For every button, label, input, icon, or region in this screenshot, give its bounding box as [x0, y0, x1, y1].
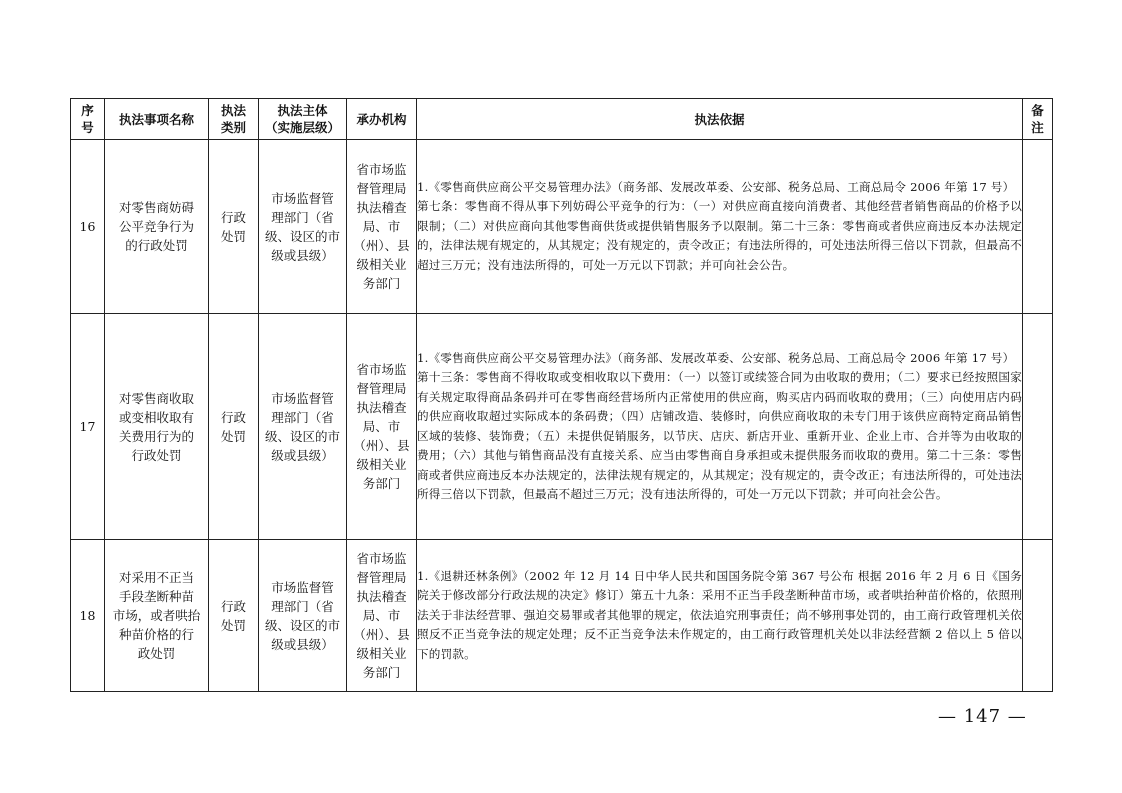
header-seq: 序 号: [71, 99, 105, 140]
table-row: [71, 140, 1053, 314]
header-category: 执法 类别: [209, 99, 259, 140]
row-seq: 16: [71, 140, 105, 314]
row-remark: [1023, 540, 1053, 692]
header-agency: 承办机构: [347, 99, 417, 140]
row-seq: 17: [71, 314, 105, 540]
enforcement-table: [70, 98, 1053, 692]
row-item-name: 对零售商妨碍 公平竞争行为 的行政处罚: [105, 140, 209, 314]
row-basis: 1.《退耕还林条例》（2002 年 12 月 14 日中华人民共和国国务院令第 367 号公布 根据 2016 年 2 月 6 日《国务院关于修改部分行政法规的决定》修订）第五十九条：采用不正当手段垄断种苗市场，或者哄抬种苗价格的，依照刑法关于非法经营罪、强迫交易罪或者其他罪的规定，依法追究刑事责任；尚不够刑事处罚的，由工商行政管理机关依照反不正当竞争法的规定处理；反不正当竞争法未作规定的，由工商行政管理机关处以非法经营额 2 倍以上 5 倍以下的罚款。: [417, 540, 1023, 692]
row-agency: 省市场监 督管理局 执法稽查 局、市 （州）、县 级相关业 务部门: [347, 140, 417, 314]
table-row: [71, 540, 1053, 692]
row-category: 行政 处罚: [209, 140, 259, 314]
header-subject: 执法主体 （实施层级）: [259, 99, 347, 140]
header-remark: 备 注: [1023, 99, 1053, 140]
row-subject: 市场监督管 理部门（省 级、设区的市 级或县级）: [259, 314, 347, 540]
row-basis: 1.《零售商供应商公平交易管理办法》（商务部、发展改革委、公安部、税务总局、工商总局令 2006 年第 17 号） 第七条：零售商不得从事下列妨碍公平竞争的行为：（一）对供应商直接向消费者、其他经营者销售商品的价格予以限制；（二）对供应商向其他零售商供货或提供销售服务予以限制。第二十三条：零售商或者供应商违反本办法规定的，法律法规有规定的，从其规定；没有规定的，责令改正；有违法所得的，可处违法所得三倍以下罚款，但最高不超过三万元；没有违法所得的，可处一万元以下罚款；并可向社会公告。: [417, 140, 1023, 314]
row-remark: [1023, 140, 1053, 314]
row-category: 行政 处罚: [209, 540, 259, 692]
row-subject: 市场监督管 理部门（省 级、设区的市 级或县级）: [259, 140, 347, 314]
page-number: — 147 —: [938, 706, 1027, 727]
header-basis: 执法依据: [417, 99, 1023, 140]
header-row: [71, 99, 1053, 140]
row-item-name: 对采用不正当 手段垄断种苗 市场，或者哄抬 种苗价格的行 政处罚: [105, 540, 209, 692]
row-agency: 省市场监 督管理局 执法稽查 局、市 （州）、县 级相关业 务部门: [347, 314, 417, 540]
row-seq: 18: [71, 540, 105, 692]
row-category: 行政 处罚: [209, 314, 259, 540]
row-remark: [1023, 314, 1053, 540]
row-basis: 1.《零售商供应商公平交易管理办法》（商务部、发展改革委、公安部、税务总局、工商总局令 2006 年第 17 号） 第十三条：零售商不得收取或变相收取以下费用：（一）以签订或续签合同为由收取的费用；（二）要求已经按照国家有关规定取得商品条码并可在零售商经营场所内正常使用的供应商，购买店内码而收取的费用；（三）向使用店内码的供应商收取超过实际成本的条码费；（四）店铺改造、装修时，向供应商收取的未专门用于该供应商特定商品销售区域的装修、装饰费；（五）未提供促销服务，以节庆、店庆、新店开业、重新开业、企业上市、合并等为由收取的费用；（六）其他与销售商品没有直接关系、应当由零售商自身承担或未提供服务而收取的费用。第二十三条：零售商或者供应商违反本办法规定的，法律法规有规定的，从其规定；没有规定的，责令改正；有违法所得的，可处违法所得三倍以下罚款，但最高不超过三万元；没有违法所得的，可处一万元以下罚款；并可向社会公告。: [417, 314, 1023, 540]
row-agency: 省市场监 督管理局 执法稽查 局、市 （州）、县 级相关业 务部门: [347, 540, 417, 692]
header-item-name: 执法事项名称: [105, 99, 209, 140]
table-row: [71, 314, 1053, 540]
row-subject: 市场监督管 理部门（省 级、设区的市 级或县级）: [259, 540, 347, 692]
row-item-name: 对零售商收取 或变相收取有 关费用行为的 行政处罚: [105, 314, 209, 540]
